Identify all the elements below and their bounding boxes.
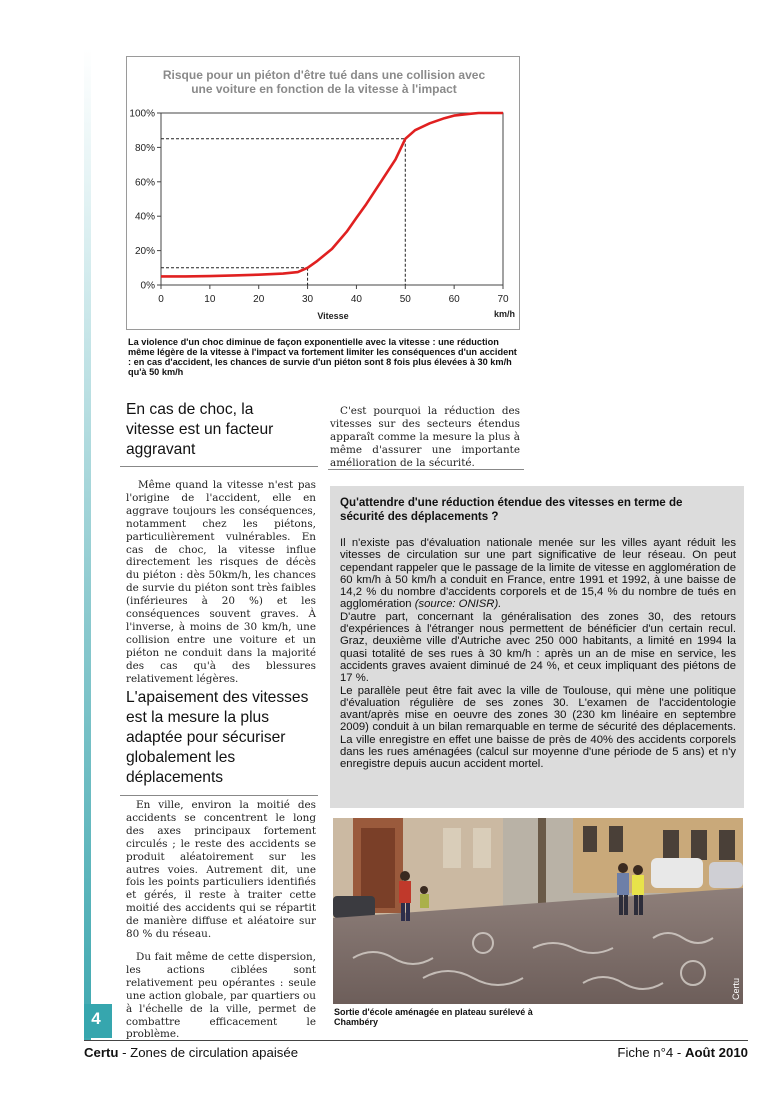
info-box-paragraph-3: Le parallèle peut être fait avec la ville de Toulouse, qui mène une politique d'évaluation régulière de ses zones 30. L'examen de l'accidentologie avant/après mise en oeuvre des zones 30 (230 km linéaire en septembre 2009) conduit à un bilan remarquable en terme de sécurité des déplacements. La ville enregistre en effet une baisse de près de 40% des accidents corporels dans les rues aménagées (calcul sur moyenne d'une période de 5 ans) et n'y enregistre depuis aucun accident mortel. [340,684,736,771]
footer-left [84,1045,298,1060]
info-box [330,486,744,808]
y-tick-label: 0% [140,280,155,292]
intro-divider [328,469,524,470]
footer-rule [84,1040,748,1041]
info-box-title: Qu'attendre d'une réduction étendue des vitesses en terme de sécurité des déplacements ? [340,496,683,523]
x-tick-label: 30 [302,294,314,305]
risk-chart [127,57,521,331]
footer-fiche: Fiche n°4 - [617,1045,685,1060]
x-tick-label: 60 [448,294,460,305]
x-tick-label: 10 [204,294,216,305]
x-axis-label: Vitesse [317,311,349,321]
y-tick-label: 80% [134,142,155,154]
side-color-strip [84,48,91,1040]
footer-date: Août 2010 [684,1045,748,1060]
footer-title: - Zones de circulation apaisée [118,1045,299,1060]
section-2-paragraph-1: En ville, environ la moitié des accidents se concentrent le long des axes principaux fortement circulés ; le reste des accidents se produit aléatoirement sur les autres voies. Autrement dit, une fois les points particuliers identifiés et gérés, il reste à traiter cette moitié des accidents qui se répartit de manière diffuse et aléatoire sur 80 % du réseau. [126,799,316,941]
heading-divider [120,466,318,467]
x-tick-label: 50 [399,294,411,305]
y-tick-label: 20% [134,246,155,258]
photo-caption: Sortie d'école aménagée en plateau surélevé à Chambéry [334,1007,533,1027]
section-heading-speed-aggravating: En cas de choc, la vitesse est un facteur aggravant [126,401,274,458]
x-tick-label: 0 [158,294,164,305]
info-box-source: (source: ONISR). [414,598,502,611]
heading-divider [120,795,318,796]
photo-credit: Certu [731,977,741,1000]
footer-right [617,1045,748,1060]
chart-title-line-1: Risque pour un piéton d'être tué dans une collision avec [162,68,486,82]
x-tick-label: 20 [253,294,265,305]
info-box-paragraph-2: D'autre part, concernant la généralisation des zones 30, des retours d'expériences à l'étranger nous permettent de bénéficier d'un certain recul. Graz, deuxième ville d'Autriche avec 250 000 habitants, a limité en 1994 la quasi totalité de ses rues à 30 km/h : après un an de mise en service, les accidents graves avaient diminué de 24 %, et ceux impliquant des piétons de 17 %. [340,610,736,685]
chart-title-line-2: une voiture en fonction de la vitesse à l'impact [191,82,457,96]
y-tick-label: 40% [134,211,155,223]
intro-paragraph: C'est pourquoi la réduction des vitesses sur des secteurs étendus apparaît comme la mesure la plus à même d'assurer une importante amélioration de la sécurité. [330,405,520,469]
street-photo [333,818,743,1004]
info-box-paragraph-1 [340,537,736,611]
risk-curve-line [161,113,503,276]
page-number-box [84,1004,112,1038]
x-tick-label: 40 [350,294,362,305]
y-tick-label: 60% [134,177,155,189]
section-heading-speed-reduction: L'apaisement des vitesses est la mesure la plus adaptée pour sécuriser globalement les déplacements [126,689,309,786]
info-box-paragraph-1-text: Il n'existe pas d'évaluation nationale menée sur les villes ayant réduit les vitesses de circulation sur une part significative de leur réseau. On peut cependant rappeler que le passage de la limite de vitesse en agglomération de 60 km/h à 50 km/h a conduit en France, entre 1991 et 1992, à une baisse de 14,2 % du nombre d'accidents corporels et de 15,4 % du nombre de tués en agglomération [340,537,736,611]
chart-caption: La violence d'un choc diminue de façon exponentielle avec la vitesse : une réduction même légère de la vitesse à l'impact va fortement limiter les conséquences d'un accident : en cas d'accident, les chances de survie d'un piéton sont 8 fois plus élevées à 30 km/h qu'à 50 km/h [128,337,517,377]
section-1-paragraph: Même quand la vitesse n'est pas l'origine de l'accident, elle en aggrave toujours les conséquences, notamment chez les piétons, particulièrement vulnérables. En cas de choc, la vitesse influe directement les risques de décès du piéton : dès 50km/h, les chances de survie du piéton sont très faibles (inférieures à 20 %) et les conséquences souvent graves. À l'inverse, à moins de 30 km/h, une collision entre une voiture et un piéton ne conduit dans la majorité des cas qu'à des blessures relativement légères. [126,479,316,685]
section-2-paragraph-2: Du fait même de cette dispersion, les actions ciblées sont relativement peu opérantes : seule une action globale, par quartiers ou à l'échelle de la ville, permet de combattre efficacement le problème. [126,951,316,1041]
x-axis-unit: km/h [493,309,515,319]
y-tick-label: 100% [129,108,155,120]
x-tick-label: 70 [497,294,509,305]
chart-frame [126,56,520,330]
page-number: 4 [91,1009,101,1028]
footer-org: Certu [84,1045,119,1060]
